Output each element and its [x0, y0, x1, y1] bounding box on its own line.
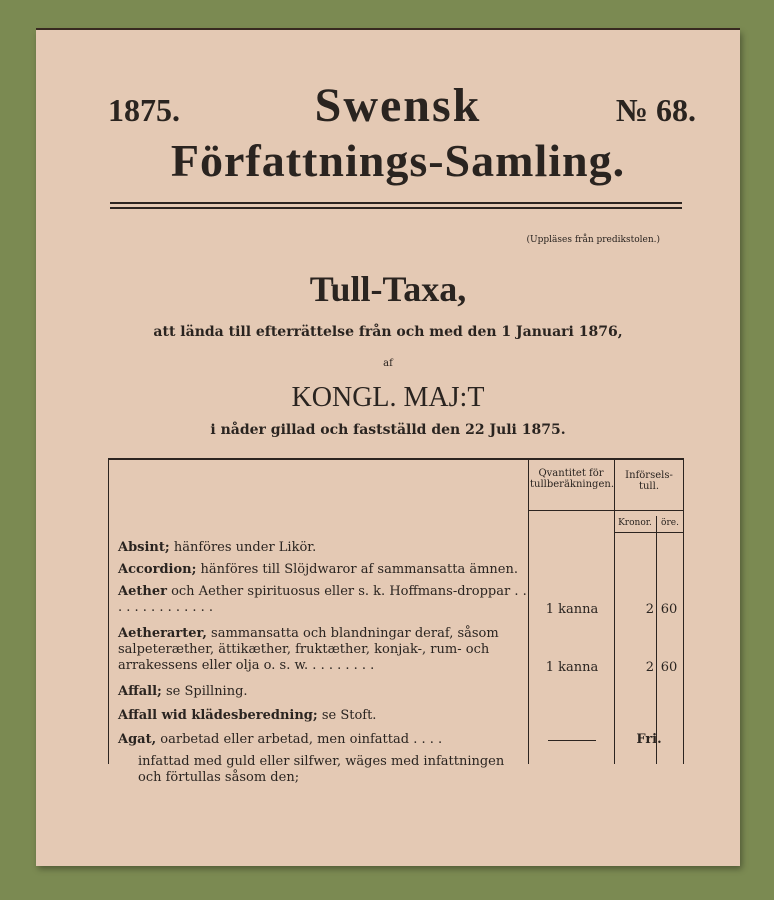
approval-line: i nåder gillad och fastställd den 22 Juli 1875. [210, 422, 566, 438]
qty-head-rule [528, 510, 614, 511]
table-row [108, 562, 684, 580]
ore-header: öre. [661, 518, 679, 528]
masthead [108, 78, 696, 208]
header-rule-2 [110, 207, 682, 209]
entry-text: Affall; se Spillning. [118, 684, 248, 699]
quantity-header: Qvantitet för tullberäkningen. [530, 468, 614, 490]
table-top-rule [108, 458, 684, 460]
duty-header: Införsels-tull. [625, 470, 673, 492]
title-line-2: Författnings-Samling. [170, 135, 626, 186]
table-row [108, 540, 684, 558]
kronor-cell: 2 [645, 602, 654, 617]
year: 1875. [108, 92, 180, 128]
issue-number: № 68. [615, 92, 696, 128]
table-row [108, 626, 684, 678]
authority: KONGL. MAJ:T [291, 382, 485, 413]
entry-text: Absint; hänföres under Likör. [118, 540, 317, 555]
entry-text: Agat, oarbetad eller arbetad, men oinfattad . . . . [118, 732, 443, 747]
duty-head-rule [614, 510, 684, 511]
entry-text: Accordion; hänföres till Slöjdwaror af sammansatta ämnen. [118, 562, 519, 577]
ore-cell: 60 [660, 602, 678, 617]
quantity-cell: 1 kanna [545, 660, 599, 675]
tariff-table [108, 458, 684, 785]
table-row [108, 754, 684, 790]
table-row [108, 732, 684, 750]
header-rule-1 [110, 202, 682, 204]
table-row [108, 684, 684, 702]
kronor-header: Kronor. [618, 518, 652, 528]
reading-note: (Uppläses från predikstolen.) [526, 235, 660, 245]
entry-text: Affall wid klädesberedning; se Stoft. [118, 708, 377, 723]
document-subtitle: att lända till efterrättelse från och med den 1 Januari 1876, [153, 324, 623, 340]
title-line-1: Swensk [314, 79, 482, 132]
quantity-cell: 1 kanna [545, 602, 599, 617]
document-page [36, 30, 740, 866]
kronor-cell: 2 [645, 660, 654, 675]
entry-text: Aether och Aether spirituosus eller s. k. Hoffmans-droppar . . . . . . . . . . . . . . [118, 584, 527, 615]
table-row [108, 708, 684, 726]
ore-cell: 60 [660, 660, 678, 675]
table-row [108, 584, 684, 620]
quantity-dash [548, 740, 596, 741]
document-title: Tull-Taxa, [309, 269, 467, 309]
entry-text: infattad med guld eller silfwer, wäges med infattningen och förtullas såsom den; [138, 754, 505, 785]
entry-text: Aetherarter, sammansatta och blandningar deraf, såsom salpeteræther, ättikæther, fruktæther, konjak-, rum- och arrakessens eller olja o. s. w. . . . . . . . . [118, 626, 499, 673]
af-text: af [383, 358, 393, 369]
kronor-head-rule [614, 532, 684, 533]
duty-free-cell: Fri. [636, 732, 662, 747]
